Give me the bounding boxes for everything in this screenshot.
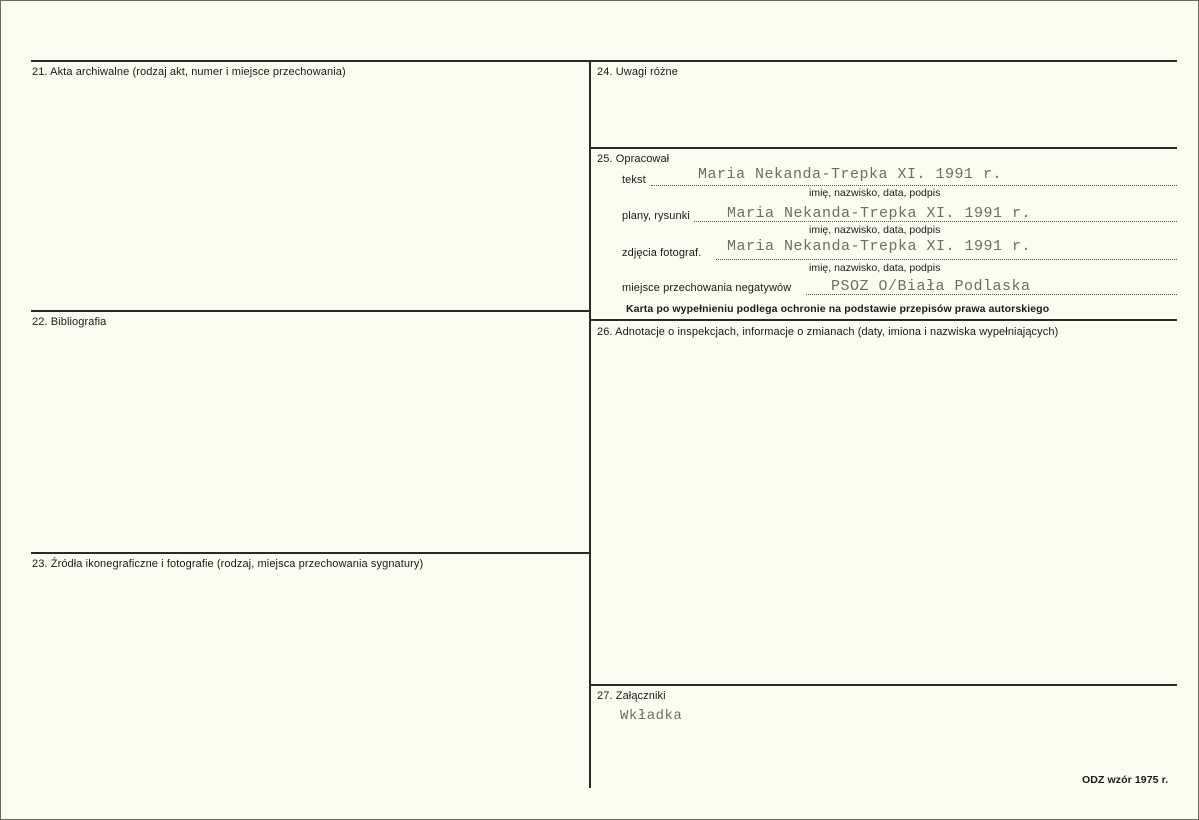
attachment-value: Wkładka [620, 708, 683, 724]
plany-value: Maria Nekanda-Trepka XI. 1991 r. [727, 205, 1032, 222]
tekst-label: tekst [622, 174, 646, 186]
section-26-heading: 26. Adnotacje o inspekcjach, informacje o zmianach (daty, imiona i nazwiska wypełniających) [597, 326, 1059, 338]
section-22-heading: 22. Bibliografia [32, 316, 107, 328]
negatywy-value: PSOZ O/Biała Podlaska [831, 278, 1031, 295]
rule-27 [591, 684, 1177, 686]
rule-22 [31, 310, 589, 312]
form-version: ODZ wzór 1975 r. [1082, 774, 1169, 786]
section-25-heading: 25. Opracował [597, 153, 670, 165]
zdjecia-label: zdjęcia fotograf. [622, 247, 702, 259]
rule-23 [31, 552, 589, 554]
rule-top-right [591, 60, 1177, 62]
zdjecia-caption: imię, nazwisko, data, podpis [809, 262, 941, 274]
rule-top-left [31, 60, 589, 62]
tekst-value: Maria Nekanda-Trepka XI. 1991 r. [698, 166, 1003, 183]
negatywy-label: miejsce przechowania negatywów [622, 282, 792, 294]
plany-label: plany, rysunki [622, 210, 690, 222]
column-divider [589, 60, 591, 788]
rule-25 [591, 147, 1177, 149]
copyright-notice: Karta po wypełnieniu podlega ochronie na podstawie przepisów prawa autorskiego [626, 303, 1050, 315]
tekst-caption: imię, nazwisko, data, podpis [809, 187, 941, 199]
section-27-heading: 27. Załączniki [597, 690, 666, 702]
rule-26 [591, 319, 1177, 321]
tekst-dotted-line [651, 185, 1177, 186]
section-24-heading: 24. Uwagi różne [597, 66, 678, 78]
zdjecia-dotted-line [716, 259, 1177, 260]
section-21-heading: 21. Akta archiwalne (rodzaj akt, numer i miejsce przechowania) [32, 66, 346, 78]
plany-caption: imię, nazwisko, data, podpis [809, 224, 941, 236]
zdjecia-value: Maria Nekanda-Trepka XI. 1991 r. [727, 238, 1032, 255]
section-23-heading: 23. Źródła ikonegraficzne i fotografie (rodzaj, miejsca przechowania sygnatury) [32, 558, 424, 570]
